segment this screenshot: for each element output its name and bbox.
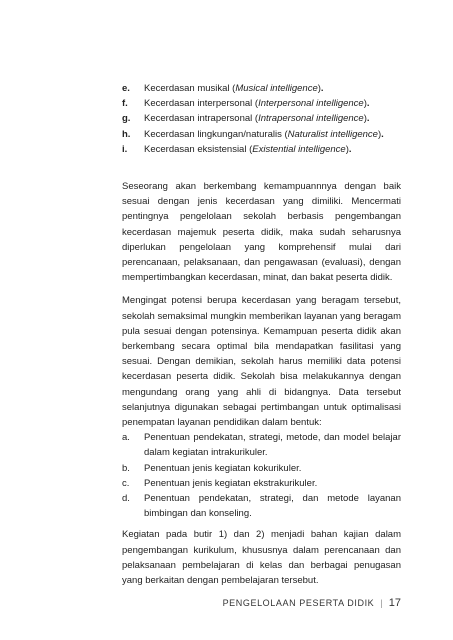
- intelligence-list: [122, 81, 401, 157]
- paragraph-2: Mengingat potensi berupa kecerdasan yang beragam tersebut, sekolah semaksimal mungkin memberikan layanan yang beragam pula sesuai dengan potensinya. Kemampuan peserta didik akan berkembang secara optimal bila mendapatkan fasilitasi yang sesuai. Dengan demikian, sekolah harus memiliki data potensi kecerdasan peserta didik. Sekolah bisa melakukannya dengan mengundang orang yang ahli di bidangnya. Data tersebut selanjutnya digunakan sebagai pertimbangan untuk optimalisasi penempatan layanan pendidikan dalam bentuk:: [122, 295, 401, 429]
- list-marker: g.: [122, 113, 131, 125]
- list-item: d. Penentuan pendekatan, strategi, dan metode layanan bimbingan dan konseling.: [122, 493, 401, 520]
- list-marker: i.: [122, 143, 128, 155]
- list-marker: b.: [122, 462, 130, 474]
- list-marker: f.: [122, 98, 128, 110]
- list-item: c. Penentuan jenis kegiatan ekstrakurikuler.: [122, 476, 401, 491]
- page-footer: [0, 596, 401, 611]
- page-content: [122, 81, 401, 588]
- list-marker: h.: [122, 128, 131, 140]
- paragraph-3: Kegiatan pada butir 1) dan 2) menjadi bahan kajian dalam pengembangan kurikulum, khususnya dalam perencanaan dan pelaksanaan pembelajaran di kelas dan berbagai penugasan yang berkaitan dengan pembelajaran tersebut.: [122, 529, 401, 587]
- list-item: i. Kecerdasan eksistensial (Existential intelligence).: [122, 142, 401, 157]
- paragraph-1: Seseorang akan berkembang kemampuannnya dengan baik sesuai dengan jenis kecerdasan yang dimiliki. Mencermati pentingnya pengelolaan sekolah berbasis pengembangan kecerdasan majemuk peserta didik, maka sudah seharusnya diperlukan pengelolaan yang komprehensif mulai dari perencanaan, pelaksanaan, dan pengawasan (evaluasi), dengan mempertimbangkan kecerdasan, minat, dan bakat peserta didik.: [122, 181, 401, 284]
- list-marker: a.: [122, 432, 130, 444]
- list-item: b. Penentuan jenis kegiatan kokurikuler.: [122, 461, 401, 476]
- list-item: e. Kecerdasan musikal (Musical intelligence).: [122, 81, 401, 96]
- list-item: g. Kecerdasan intrapersonal (Intrapersonal intelligence).: [122, 111, 401, 126]
- running-title: PENGELOLAAN PESERTA DIDIK: [222, 598, 375, 608]
- list-marker: c.: [122, 477, 130, 489]
- service-list: [122, 430, 401, 521]
- list-item: h. Kecerdasan lingkungan/naturalis (Naturalist intelligence).: [122, 127, 401, 142]
- list-marker: e.: [122, 83, 130, 94]
- page-number: 17: [388, 597, 401, 609]
- footer-separator: |: [380, 598, 383, 609]
- list-item: a. Penentuan pendekatan, strategi, metode, dan model belajar dalam kegiatan intrakurikuler.: [122, 432, 401, 459]
- list-item: f. Kecerdasan interpersonal (Interpersonal intelligence).: [122, 96, 401, 111]
- list-marker: d.: [122, 493, 130, 505]
